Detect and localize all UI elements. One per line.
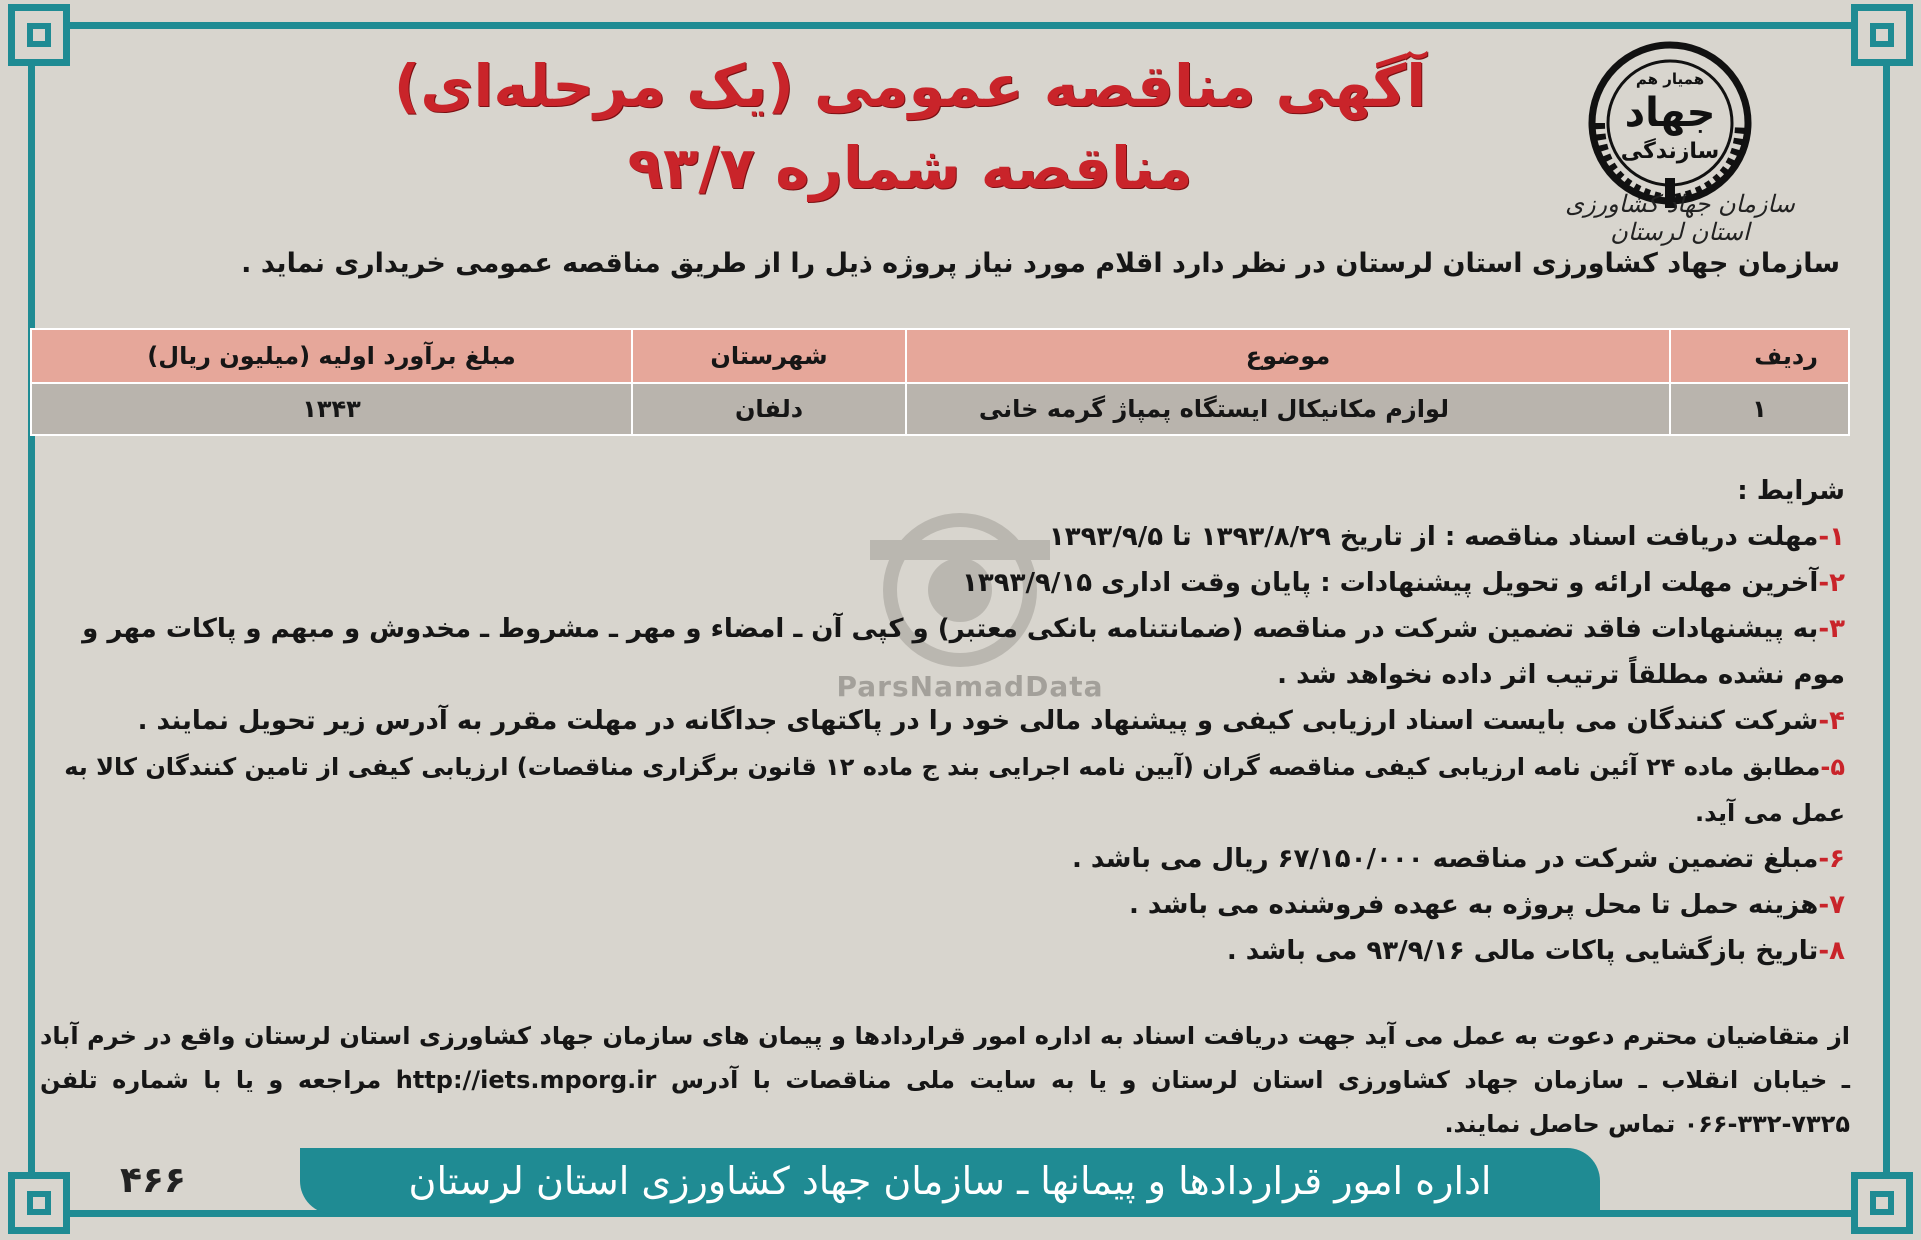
cell-row-number: ۱ [1670, 383, 1849, 435]
frame-corner-ornament [1851, 4, 1913, 66]
condition-number: ۴- [1818, 706, 1845, 736]
condition-text: شرکت کنندگان می بایست اسناد ارزیابی کیفی و پیشنهاد مالی خود را در پاکتهای جداگانه در مهلت مقرر به آدرس زیر تحویل نمایند . [137, 706, 1819, 736]
cell-estimate: ۱۳۴۳ [31, 383, 632, 435]
tender-items-table [30, 328, 1850, 436]
svg-text:جهاد: جهاد [1624, 90, 1716, 136]
table-header-row [31, 329, 1849, 383]
watermark-text: ParsNamadData [836, 670, 1104, 703]
condition-text: مبلغ تضمین شرکت در مناقصه ۶۷/۱۵۰/۰۰۰ ریال می باشد . [1071, 844, 1819, 874]
condition-label: آخرین مهلت ارائه و تحویل پیشنهادات : [1311, 568, 1819, 598]
condition-text: به پیشنهادات فاقد تضمین شرکت در مناقصه (ضمانتنامه بانکی معتبر) و کپی آن ـ امضاء و مهر ـ مشروط ـ مخدوش و مبهم و پاکات مهر و موم نشده مطلقاً ترتیب اثر داده نخواهد شد . [82, 614, 1845, 690]
condition-text: تاریخ بازگشایی پاکات مالی ۹۳/۹/۱۶ می باشد . [1226, 936, 1819, 966]
col-header-row-number: ردیف [1670, 329, 1849, 383]
condition-text: از تاریخ ۱۳۹۳/۸/۲۹ تا ۱۳۹۳/۹/۵ [1048, 522, 1436, 552]
condition-item-6 [40, 836, 1845, 882]
condition-item-3 [40, 606, 1845, 698]
condition-item-8 [40, 928, 1845, 974]
table-row [31, 383, 1849, 435]
condition-text: هزینه حمل تا محل پروژه به عهده فروشنده می باشد . [1128, 890, 1819, 920]
title-line-1: آگهی مناقصه عمومی (یک مرحله‌ای) [393, 52, 1427, 120]
organization-signature: سازمان جهاد کشاورزی استان لرستان [1565, 190, 1795, 246]
condition-item-7 [40, 882, 1845, 928]
condition-item-4 [40, 698, 1845, 744]
condition-number: ۶- [1818, 844, 1845, 874]
col-header-subject: موضوع [906, 329, 1670, 383]
condition-item-2 [40, 560, 1845, 606]
frame-corner-ornament [1851, 1172, 1913, 1234]
ad-code-number: ۴۶۶ [120, 1160, 186, 1201]
conditions-section [40, 468, 1845, 974]
condition-text: پایان وقت اداری ۱۳۹۳/۹/۱۵ [962, 568, 1312, 598]
condition-number: ۵- [1820, 753, 1845, 781]
condition-number: ۷- [1818, 890, 1845, 920]
condition-number: ۳- [1818, 614, 1845, 644]
conditions-heading: شرایط : [1737, 476, 1845, 506]
frame-corner-ornament [8, 4, 70, 66]
frame-corner-ornament [8, 1172, 70, 1234]
condition-item-5 [40, 744, 1845, 836]
condition-item-1 [40, 514, 1845, 560]
condition-label: مهلت دریافت اسناد مناقصه : [1435, 522, 1819, 552]
svg-text:همیار هم: همیار هم [1635, 70, 1705, 88]
footer-banner [300, 1148, 1600, 1214]
announcement-title [300, 45, 1520, 209]
col-header-estimate: مبلغ برآورد اولیه (میلیون ریال) [31, 329, 632, 383]
condition-number: ۱- [1818, 522, 1845, 552]
cell-county: دلفان [632, 383, 906, 435]
title-line-2: مناقصه شماره ۹۳/۷ [627, 134, 1193, 202]
cell-subject: لوازم مکانیکال ایستگاه پمپاژ گرمه خانی [906, 383, 1670, 435]
closing-paragraph: از متقاضیان محترم دعوت به عمل می آید جهت دریافت اسناد به اداره امور قراردادها و پیمان های سازمان جهاد کشاورزی استان لرستان واقع در خرم آباد ـ خیابان انقلاب ـ سازمان جهاد کشاورزی استان لرستان و یا به سایت ملی مناقصات با آدرس http://iets.mporg.ir مراجعه و یا با شماره تلفن ۷۳۲۵-۳۳۲-۰۶۶ تماس حاصل نمایند. [40, 1022, 1850, 1138]
condition-number: ۸- [1818, 936, 1845, 966]
condition-number: ۲- [1818, 568, 1845, 598]
footer-banner-text: اداره امور قراردادها و پیمانها ـ سازمان جهاد کشاورزی استان لرستان [408, 1159, 1492, 1203]
col-header-county: شهرستان [632, 329, 906, 383]
intro-paragraph: سازمان جهاد کشاورزی استان لرستان در نظر دارد اقلام مورد نیاز پروژه ذیل را از طریق مناقصه عمومی خریداری نماید . [241, 248, 1840, 279]
svg-text:سازندگی: سازندگی [1620, 139, 1720, 164]
condition-text: مطابق ماده ۲۴ آئین نامه ارزیابی کیفی مناقصه گران (آیین نامه اجرایی بند ج ماده ۱۲ قانون برگزاری مناقصات) ارزیابی کیفی از تامین کنندگان کالا به عمل می آید. [64, 753, 1845, 827]
